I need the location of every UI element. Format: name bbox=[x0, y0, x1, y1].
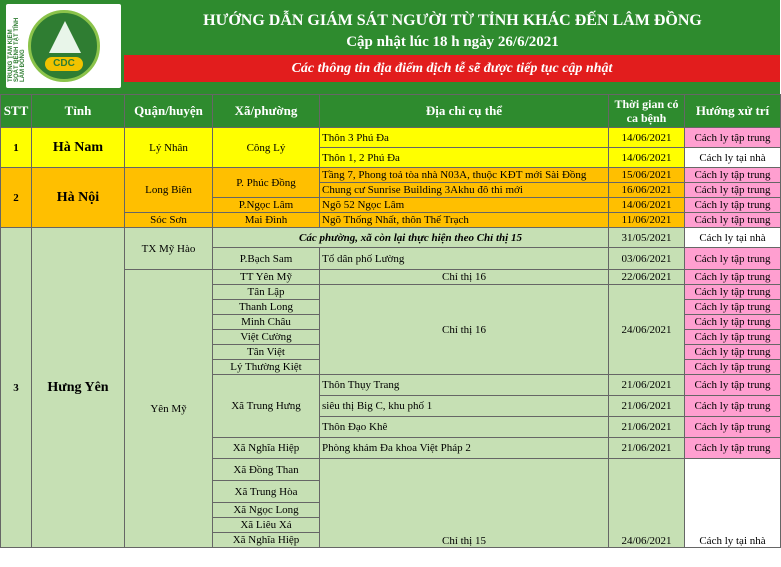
col-header-tinh: Tỉnh bbox=[32, 95, 125, 128]
ward-cell: Thanh Long bbox=[213, 300, 320, 315]
ward-cell: Mai Đình bbox=[213, 213, 320, 228]
district-cell: Sóc Sơn bbox=[125, 213, 213, 228]
province-cell: Hà Nam bbox=[32, 128, 125, 168]
date-cell: 22/06/2021 bbox=[609, 270, 685, 285]
ward-cell: Công Lý bbox=[213, 128, 320, 168]
address-cell: siêu thị Big C, khu phố 1 bbox=[320, 396, 609, 417]
action-cell: Cách ly tập trung bbox=[685, 198, 781, 213]
date-cell: 14/06/2021 bbox=[609, 128, 685, 148]
action-cell: Cách ly tập trung bbox=[685, 375, 781, 396]
stt-cell: 3 bbox=[1, 228, 32, 548]
ward-cell: Xã Liêu Xá bbox=[213, 518, 320, 533]
address-cell: Ngõ 52 Ngọc Lâm bbox=[320, 198, 609, 213]
date-cell: 11/06/2021 bbox=[609, 213, 685, 228]
district-cell: Long Biên bbox=[125, 168, 213, 213]
col-header-thoi-gian: Thời gian có ca bệnh bbox=[609, 95, 685, 128]
col-header-xa: Xã/phường bbox=[213, 95, 320, 128]
ward-cell: Xã Trung Hòa bbox=[213, 481, 320, 503]
action-cell: Cách ly tập trung bbox=[685, 315, 781, 330]
address-cell: Thôn 1, 2 Phú Đa bbox=[320, 148, 609, 168]
address-cell: Ngõ Thống Nhất, thôn Thế Trạch bbox=[320, 213, 609, 228]
action-cell: Cách ly tập trung bbox=[685, 213, 781, 228]
action-cell: Cách ly tập trung bbox=[685, 168, 781, 183]
action-cell: Cách ly tại nhà bbox=[685, 228, 781, 248]
ward-cell: Việt Cường bbox=[213, 330, 320, 345]
logo-text: TRUNG TÂM KIỂM SOÁT BỆNH TẬT TỈNH LÂM ĐỒNG bbox=[8, 17, 26, 82]
action-cell: Cách ly tại nhà bbox=[685, 459, 781, 548]
surveillance-table bbox=[0, 94, 781, 548]
date-cell: 21/06/2021 bbox=[609, 417, 685, 438]
date-cell: 24/06/2021 bbox=[609, 285, 685, 375]
ward-cell: Tân Lập bbox=[213, 285, 320, 300]
col-header-huong-xu-tri: Hướng xử trí bbox=[685, 95, 781, 128]
col-header-stt: STT bbox=[1, 95, 32, 128]
ward-cell: TT Yên Mỹ bbox=[213, 270, 320, 285]
table-row bbox=[1, 168, 781, 183]
address-cell: Tổ dân phố Lường bbox=[320, 248, 609, 270]
action-cell: Cách ly tập trung bbox=[685, 345, 781, 360]
action-cell: Cách ly tập trung bbox=[685, 438, 781, 459]
address-cell: Chỉ thị 16 bbox=[320, 285, 609, 375]
col-header-huyen: Quận/huyện bbox=[125, 95, 213, 128]
ward-cell: Xã Nghĩa Hiệp bbox=[213, 533, 320, 548]
address-cell: Thôn Thụy Trang bbox=[320, 375, 609, 396]
col-header-dia-chi: Địa chỉ cụ thể bbox=[320, 95, 609, 128]
date-cell: 24/06/2021 bbox=[609, 459, 685, 548]
date-cell: 31/05/2021 bbox=[609, 228, 685, 248]
update-time: Cập nhật lúc 18 h ngày 26/6/2021 bbox=[346, 34, 559, 50]
ward-cell: P.Ngọc Lâm bbox=[213, 198, 320, 213]
ward-cell: Lý Thường Kiệt bbox=[213, 360, 320, 375]
address-cell: Chung cư Sunrise Building 3Akhu đô thi mới bbox=[320, 183, 609, 198]
table-row bbox=[1, 228, 781, 248]
logo-badge: CDC bbox=[45, 57, 83, 71]
date-cell: 14/06/2021 bbox=[609, 198, 685, 213]
action-cell: Cách ly tập trung bbox=[685, 248, 781, 270]
action-cell: Cách ly tập trung bbox=[685, 285, 781, 300]
province-cell: Hưng Yên bbox=[32, 228, 125, 548]
action-cell: Cách ly tập trung bbox=[685, 270, 781, 285]
action-cell: Cách ly tại nhà bbox=[685, 148, 781, 168]
stt-cell: 2 bbox=[1, 168, 32, 228]
ward-cell: Tân Việt bbox=[213, 345, 320, 360]
ward-cell: Xã Trung Hưng bbox=[213, 375, 320, 438]
table-row bbox=[1, 128, 781, 148]
date-cell: 21/06/2021 bbox=[609, 396, 685, 417]
address-cell: Chỉ thị 15 bbox=[320, 459, 609, 548]
action-cell: Cách ly tập trung bbox=[685, 330, 781, 345]
district-cell: Lý Nhân bbox=[125, 128, 213, 168]
ward-cell: P. Phúc Đồng bbox=[213, 168, 320, 198]
action-cell: Cách ly tập trung bbox=[685, 417, 781, 438]
district-cell: Yên Mỹ bbox=[125, 270, 213, 548]
action-cell: Cách ly tập trung bbox=[685, 396, 781, 417]
date-cell: 15/06/2021 bbox=[609, 168, 685, 183]
tree-icon bbox=[49, 21, 81, 53]
ward-cell: Minh Châu bbox=[213, 315, 320, 330]
notice-banner: Các thông tin địa điểm dịch tễ sẽ được tiếp tục cập nhật bbox=[124, 55, 780, 82]
date-cell: 21/06/2021 bbox=[609, 438, 685, 459]
district-cell: TX Mỹ Hào bbox=[125, 228, 213, 270]
ward-cell: Xã Đồng Than bbox=[213, 459, 320, 481]
ward-cell: Xã Ngọc Long bbox=[213, 503, 320, 518]
address-cell: Thôn Đạo Khê bbox=[320, 417, 609, 438]
address-cell: Các phường, xã còn lại thực hiện theo Chỉ thị 15 bbox=[213, 228, 609, 248]
address-cell: Phòng khám Đa khoa Việt Pháp 2 bbox=[320, 438, 609, 459]
action-cell: Cách ly tập trung bbox=[685, 360, 781, 375]
action-cell: Cách ly tập trung bbox=[685, 300, 781, 315]
stt-cell: 1 bbox=[1, 128, 32, 168]
address-cell: Thôn 3 Phú Đa bbox=[320, 128, 609, 148]
province-cell: Hà Nội bbox=[32, 168, 125, 228]
action-cell: Cách ly tập trung bbox=[685, 128, 781, 148]
logo-emblem bbox=[28, 10, 100, 82]
address-cell: Tầng 7, Phong toả tòa nhà N03A, thuộc KĐT mới Sài Đồng bbox=[320, 168, 609, 183]
date-cell: 03/06/2021 bbox=[609, 248, 685, 270]
address-cell: Chỉ thị 16 bbox=[320, 270, 609, 285]
date-cell: 14/06/2021 bbox=[609, 148, 685, 168]
page-title: HƯỚNG DẪN GIÁM SÁT NGƯỜI TỪ TỈNH KHÁC ĐẾN LÂM ĐỒNG bbox=[203, 12, 702, 29]
ward-cell: P.Bạch Sam bbox=[213, 248, 320, 270]
date-cell: 21/06/2021 bbox=[609, 375, 685, 396]
cdc-logo bbox=[6, 4, 121, 88]
header-bar bbox=[0, 0, 780, 94]
ward-cell: Xã Nghĩa Hiệp bbox=[213, 438, 320, 459]
action-cell: Cách ly tập trung bbox=[685, 183, 781, 198]
date-cell: 16/06/2021 bbox=[609, 183, 685, 198]
